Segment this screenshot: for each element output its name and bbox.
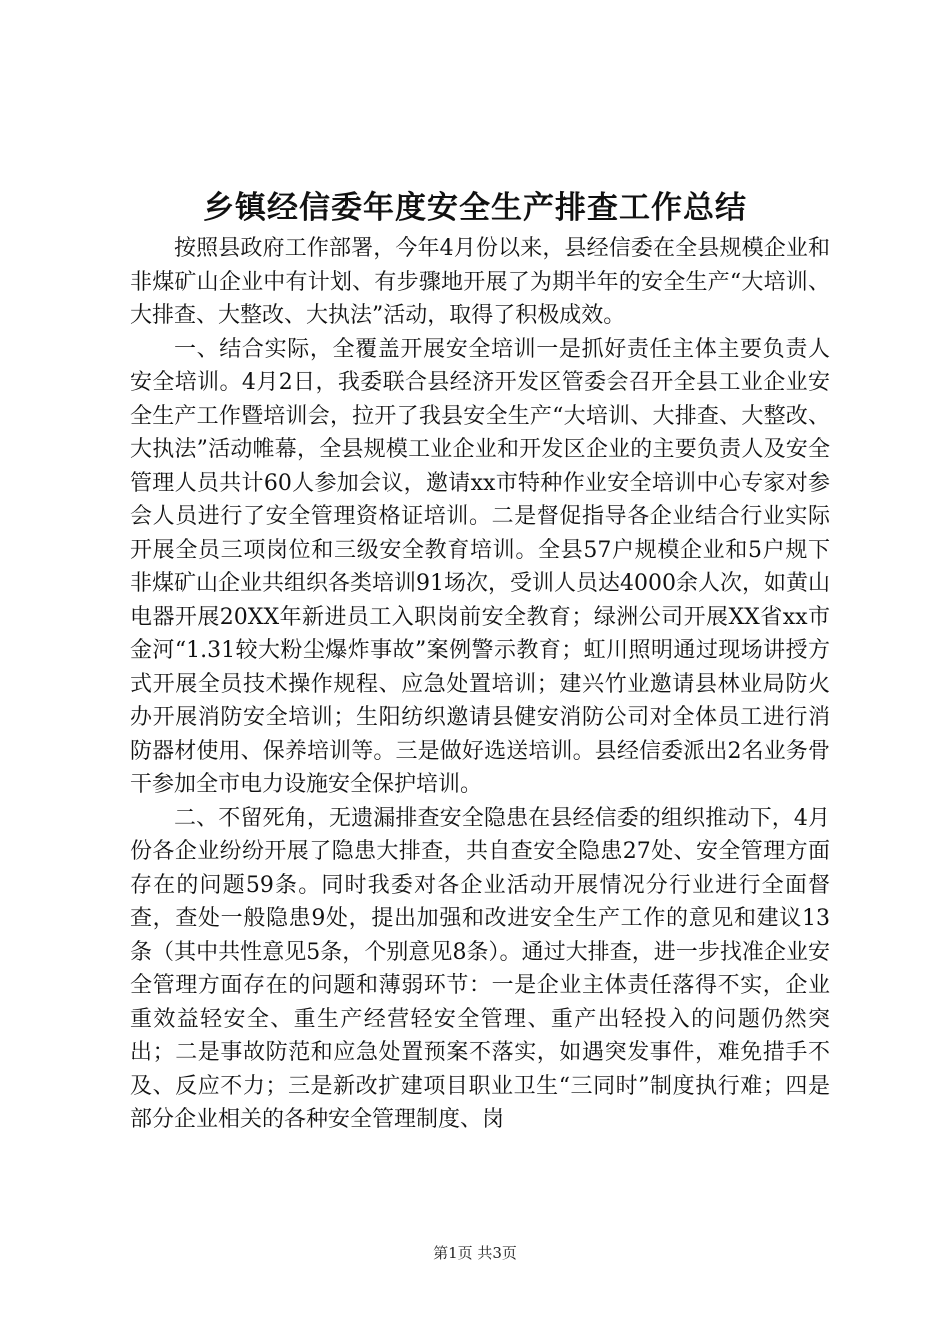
page-number-footer: 第1页 共3页 [433, 1244, 517, 1262]
paragraph-section-2: 二、不留死角，无遗漏排查安全隐患在县经信委的组织推动下，4月份各企业纷纷开展了隐患大排查，共自查安全隐患27处、安全管理方面存在的问题59条。同时我委对各企业活动开展情况分行业进行全面督查，查处一般隐患9处，提出加强和改进安全生产工作的意见和建议13条（其中共性意见5条，个别意见8条）。通过大排查，进一步找准企业安全管理方面存在的问题和薄弱环节：一是企业主体责任落得不实，企业重效益轻安全、重生产经营轻安全管理、重产出轻投入的问题仍然突出；二是事故防范和应急处置预案不落实，如遇突发事件，难免措手不及、反应不力；三是新改扩建项目职业卫生“三同时”制度执行难；四是部分企业相关的各种安全管理制度、岗 [130, 805, 830, 1132]
paragraph-intro: 按照县政府工作部署，今年4月份以来，县经信委在全县规模企业和非煤矿山企业中有计划、有步骤地开展了为期半年的安全生产“大培训、大排查、大整改、大执法”活动，取得了积极成效。 [130, 236, 830, 328]
document-title: 乡镇经信委年度安全生产排查工作总结 [203, 190, 747, 226]
document-body [130, 232, 830, 1137]
paragraph-section-1: 一、结合实际，全覆盖开展安全培训一是抓好责任主体主要负责人安全培训。4月2日，我委联合县经济开发区管委会召开全县工业企业安全生产工作暨培训会，拉开了我县安全生产“大培训、大排查、大整改、大执法”活动帷幕，全县规模工业企业和开发区企业的主要负责人及安全管理人员共计60人参加会议，邀请xx市特种作业安全培训中心专家对参会人员进行了安全管理资格证培训。二是督促指导各企业结合行业实际开展全员三项岗位和三级安全教育培训。全县57户规模企业和5户规下非煤矿山企业共组织各类培训91场次，受训人员达4000余人次，如黄山电器开展20XX年新进员工入职岗前安全教育；绿洲公司开展XX省xx市金河“1.31较大粉尘爆炸事故”案例警示教育；虹川照明通过现场讲授方式开展全员技术操作规程、应急处置培训；建兴竹业邀请县林业局防火办开展消防安全培训；生阳纺织邀请县健安消防公司对全体员工进行消防器材使用、保养培训等。三是做好选送培训。县经信委派出2名业务骨干参加全市电力设施安全保护培训。 [130, 336, 830, 797]
